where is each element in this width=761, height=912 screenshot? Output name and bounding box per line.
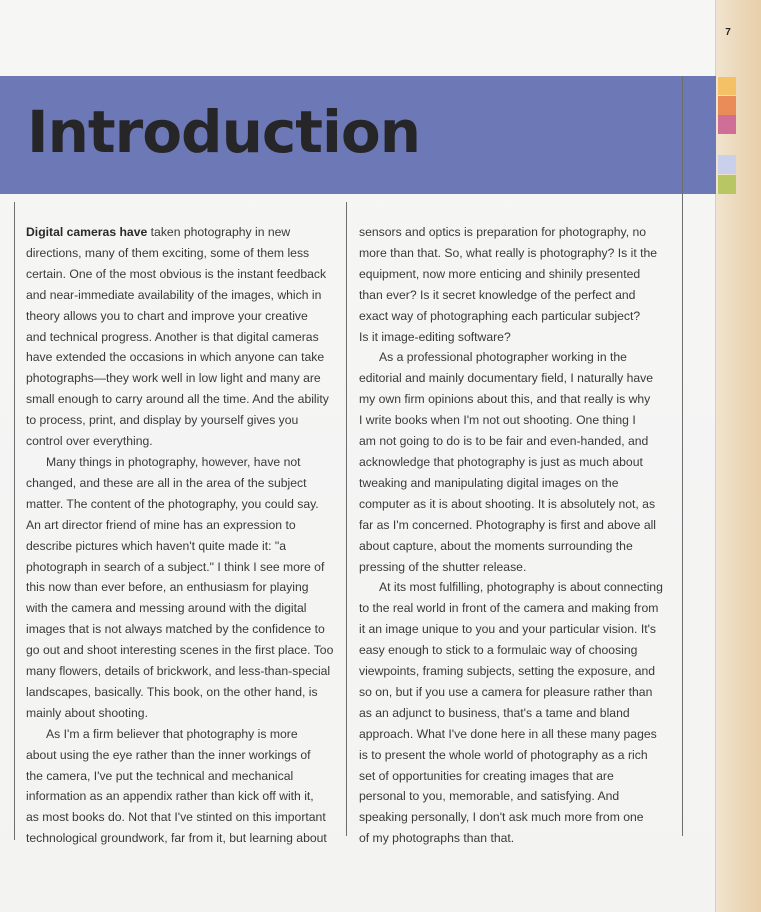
paragraph-line: equipment, now more enticing and shinily presented — [359, 266, 641, 281]
paragraph-line: Is it image-editing software? — [359, 329, 511, 344]
paragraph-line: personal to you, memorable, and satisfying. And — [359, 789, 620, 804]
paragraph-line: as most books do. Not that I've stinted on this important — [26, 810, 326, 825]
body-column-left — [26, 222, 338, 849]
paragraph-line: approach. What I've done here in all these many pages — [359, 726, 657, 741]
paragraph-line: matter. The content of the photography, you could say. — [26, 496, 319, 511]
paragraph-line: far as I'm concerned. Photography is first and above all — [359, 517, 657, 532]
paragraph-line: is to present the whole world of photography as a rich — [359, 747, 648, 762]
lead-in: Digital cameras have — [26, 225, 148, 239]
page-gutter — [716, 0, 761, 912]
paragraph — [26, 452, 338, 724]
left-column-rule — [14, 202, 15, 840]
paragraph-line: acknowledge that photography is just as much about — [359, 454, 643, 469]
color-tab-lavender — [718, 155, 736, 174]
paragraph-line: theory allows you to chart and improve your creative — [26, 308, 308, 323]
paragraph-line: have extended the occasions in which anyone can take — [26, 350, 325, 365]
paragraph-line: certain. One of the most obvious is the instant feedback — [26, 266, 327, 281]
paragraph-line: it an image unique to you and your particular vision. It's — [359, 622, 657, 637]
paragraph-line: and technical progress. Another is that digital cameras — [26, 329, 319, 344]
paragraph-line: so on, but if you use a camera for pleasure rather than — [359, 684, 653, 699]
paragraph-line: about capture, about the moments surrounding the — [359, 538, 633, 553]
paragraph — [26, 222, 338, 452]
paragraph-line: many flowers, details of brickwork, and less-than-special — [26, 664, 331, 679]
paragraph-line: photograph in search of a subject." I think I see more of — [26, 559, 325, 574]
paragraph-line: mainly about shooting. — [26, 705, 148, 720]
paragraph-line: editorial and mainly documentary field, I naturally have — [359, 371, 654, 386]
paragraph-line: the camera, I've put the technical and mechanical — [26, 768, 294, 783]
paragraph-line: information as an appendix rather than kick off with it, — [26, 789, 314, 804]
paragraph-line: about using the eye rather than the inner workings of — [26, 747, 311, 762]
paragraph-line: more than that. So, what really is photography? Is it the — [359, 245, 658, 260]
paragraph-line: taken photography in new — [147, 225, 291, 239]
paragraph-line: landscapes, basically. This book, on the other hand, is — [26, 684, 318, 699]
paragraph-line: viewpoints, framing subjects, setting the exposure, and — [359, 664, 656, 679]
paragraph-line: At its most fulfilling, photography is about connecting — [379, 580, 663, 595]
paragraph-line: easy enough to stick to a formulaic way of choosing — [359, 643, 638, 658]
paragraph-line: as an adjunct to business, that's a tame and bland — [359, 705, 630, 720]
paragraph-line: pressing of the shutter release. — [359, 559, 527, 574]
paragraph-line: describe pictures which haven't quite made it: "a — [26, 538, 287, 553]
color-tab-yellow — [718, 77, 736, 95]
page-title: Introduction — [27, 98, 420, 166]
paragraph-line: photographs—they work well in low light and many are — [26, 371, 321, 386]
right-column-rule — [682, 76, 683, 836]
paragraph-line: set of opportunities for creating images that are — [359, 768, 614, 783]
paragraph-line: to the real world in front of the camera and making from — [359, 601, 659, 616]
center-column-rule — [346, 202, 347, 836]
paragraph-line: images that is not always matched by the confidence to — [26, 622, 325, 637]
paragraph — [359, 347, 665, 577]
color-tab-orange — [718, 96, 736, 115]
paragraph-line: sensors and optics is preparation for photography, no — [359, 225, 647, 239]
paragraph-line: changed, and these are all in the area of the subject — [26, 475, 307, 490]
paragraph-line: with the camera and messing around with the digital — [26, 601, 307, 616]
paragraph-line: of my photographs than that. — [359, 831, 515, 846]
paragraph-line: control over everything. — [26, 434, 153, 449]
paragraph-line: Many things in photography, however, have not — [46, 454, 301, 469]
paragraph-line: than ever? Is it secret knowledge of the perfect and — [359, 287, 636, 302]
paragraph-line: An art director friend of mine has an expression to — [26, 517, 296, 532]
paragraph-line: to process, print, and display by yourself gives you — [26, 413, 299, 428]
body-column-right — [359, 222, 665, 849]
paragraph-line: this now than ever before, an enthusiasm for playing — [26, 580, 309, 595]
paragraph-line: go out and shoot interesting scenes in the first place. Too — [26, 643, 334, 658]
color-tab-pink — [718, 115, 736, 134]
paragraph — [26, 724, 338, 849]
paragraph-line: directions, many of them exciting, some of them less — [26, 245, 310, 260]
paragraph — [359, 222, 665, 347]
paragraph-line: technological groundwork, far from it, but learning about — [26, 831, 327, 846]
paragraph-line: my own firm opinions about this, and that really is why — [359, 392, 651, 407]
paragraph-line: As I'm a firm believer that photography is more — [46, 726, 298, 741]
paragraph-line: small enough to carry around all the time. And the ability — [26, 392, 329, 407]
paragraph-line: exact way of photographing each particular subject? — [359, 308, 641, 323]
paragraph-line: computer as it is about shooting. It is absolutely not, as — [359, 496, 656, 511]
paragraph-line: am not going to do is to be fair and even-handed, and — [359, 434, 649, 449]
paragraph — [359, 577, 665, 849]
paragraph-line: and near-immediate availability of the images, which in — [26, 287, 322, 302]
paragraph-line: I write books when I'm not out shooting. One thing I — [359, 413, 636, 428]
page-number: 7 — [725, 27, 731, 38]
paragraph-line: As a professional photographer working in the — [379, 350, 627, 365]
color-tab-green — [718, 175, 736, 194]
paragraph-line: speaking personally, I don't ask much more from one — [359, 810, 644, 825]
paragraph-line: tweaking and manipulating digital images on the — [359, 475, 619, 490]
